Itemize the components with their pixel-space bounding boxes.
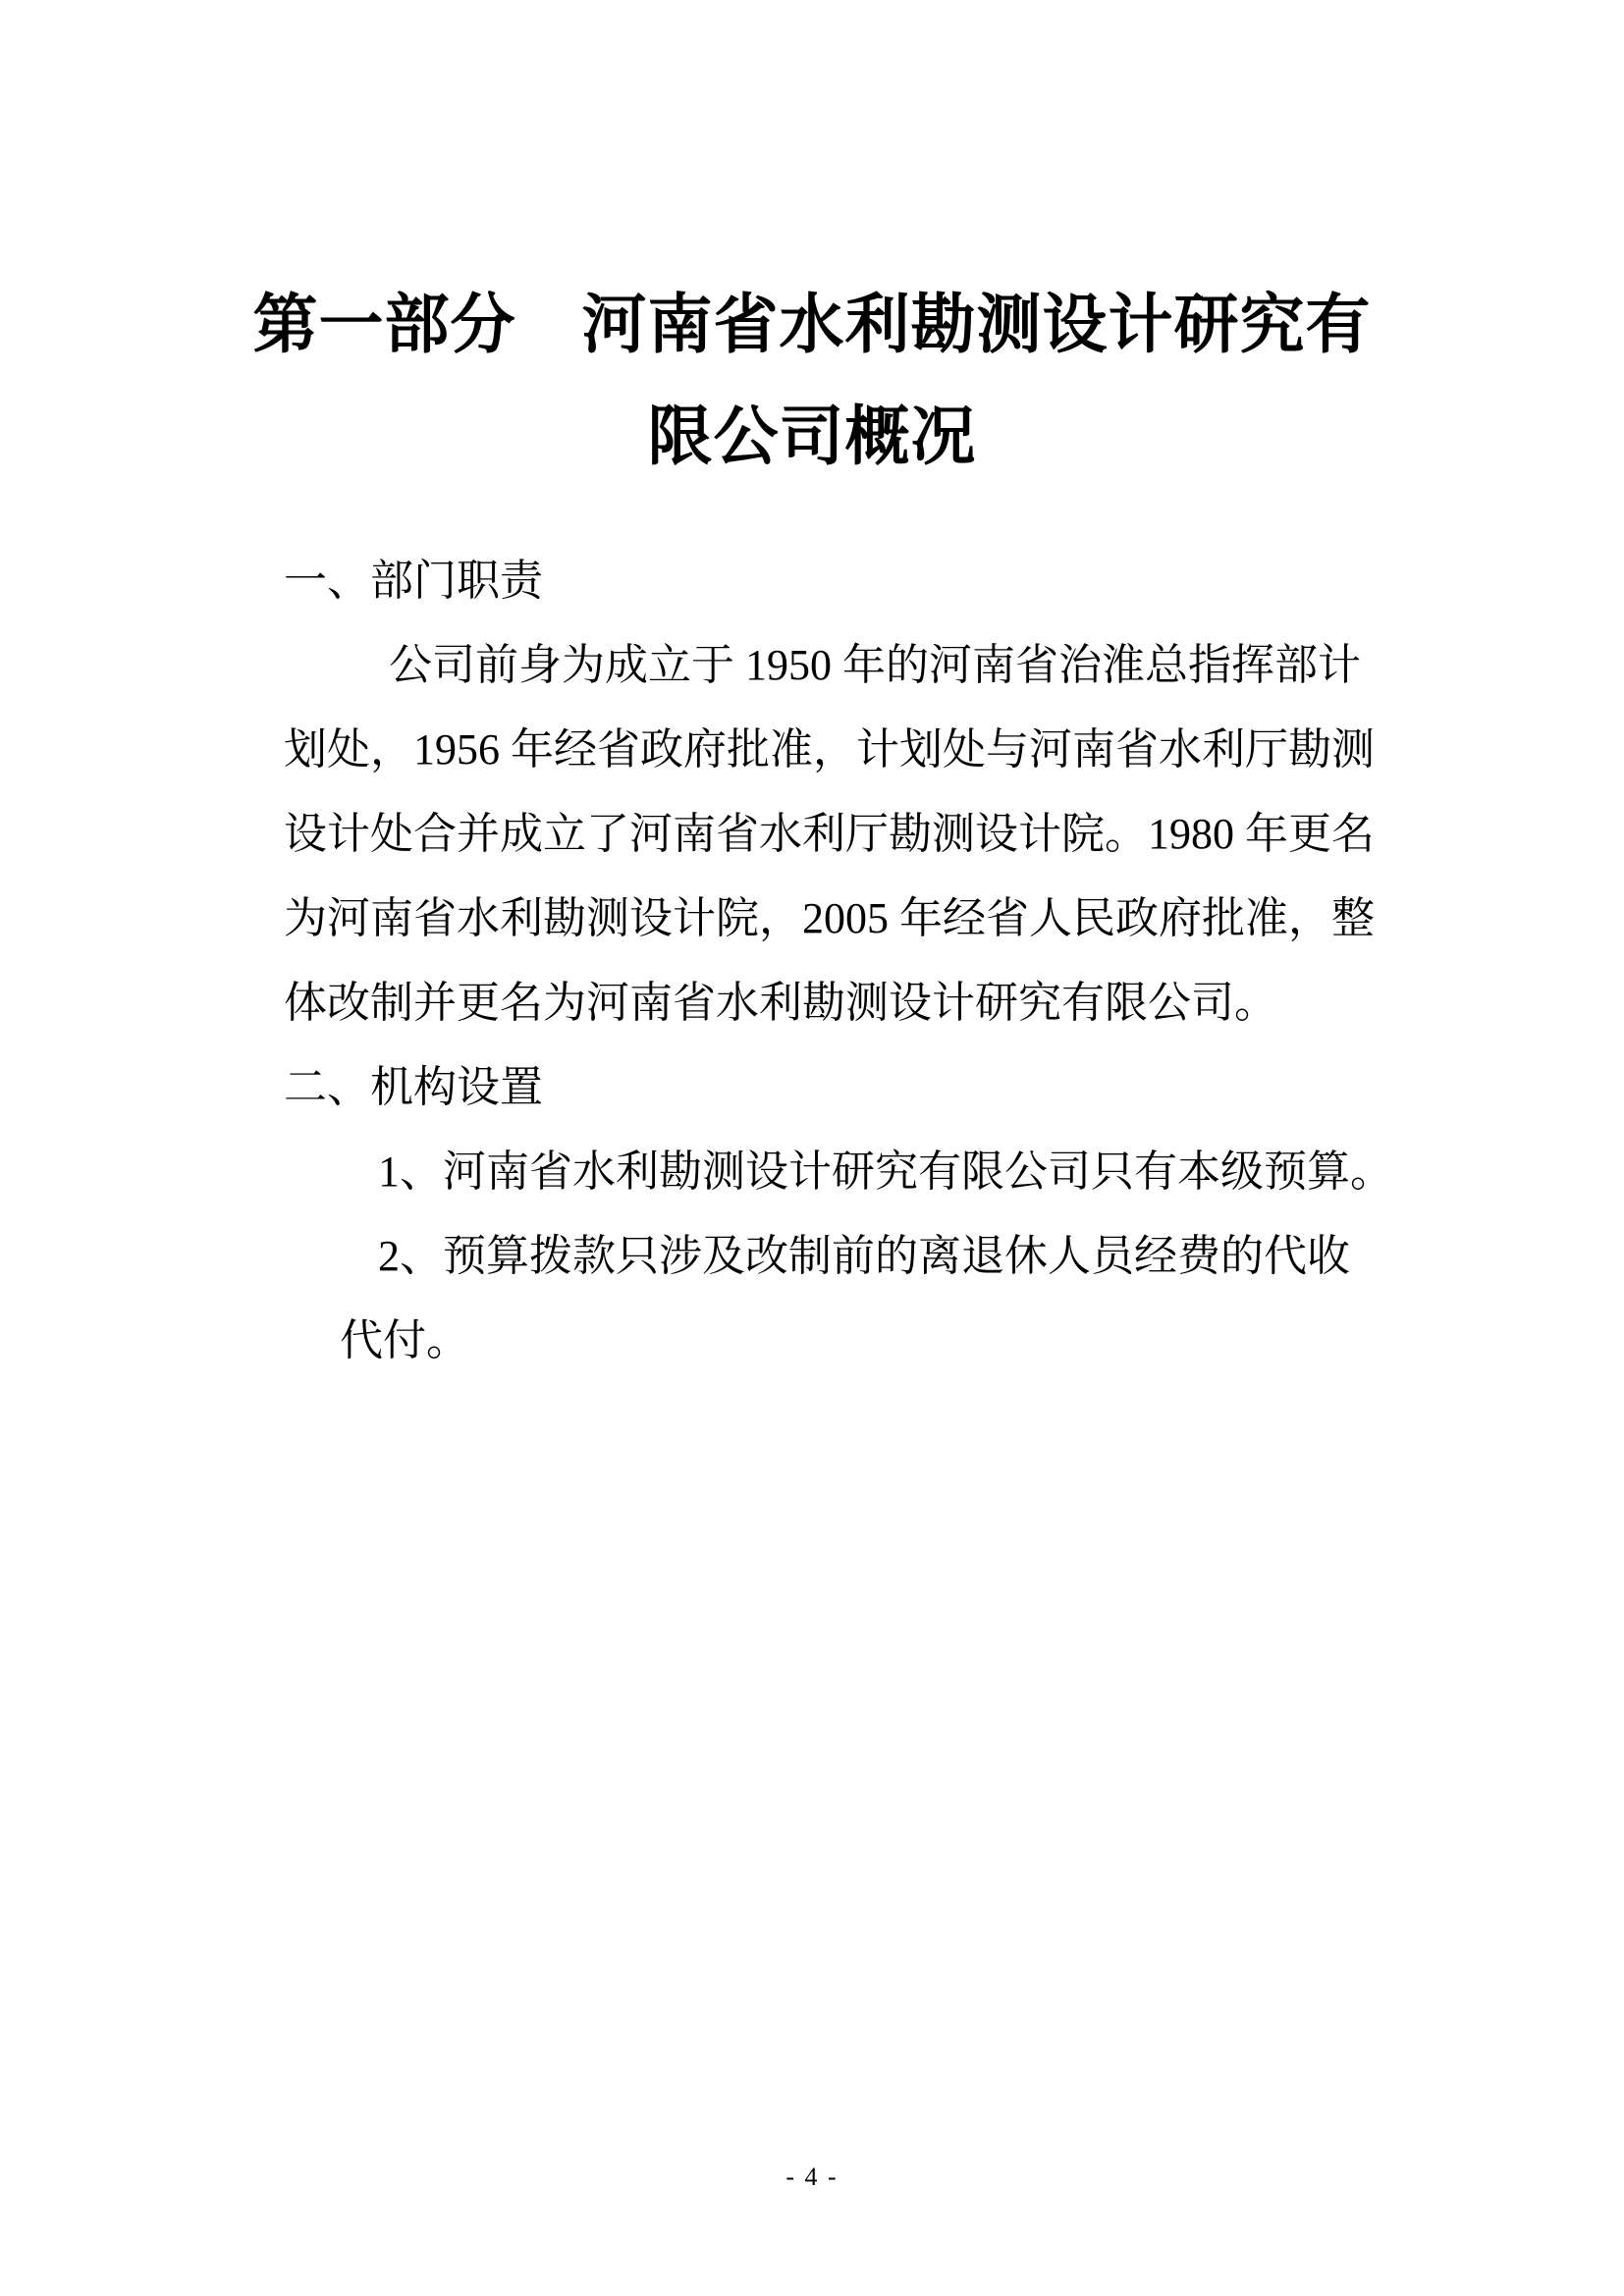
body-text-line: 公司前身为成立于 1950 年的河南省治淮总指挥部计 [389,641,1361,689]
page-number: - 4 - [785,2163,839,2191]
body-text-line: 设计处合并成立了河南省水利厅勘测设计院。1980 年更名 [284,810,1375,858]
document-title-line-2: 限公司概况 [647,400,977,472]
document-title-line-1: 第一部分 河南省水利勘测设计研究有 [252,288,1372,360]
body-text-line: 为河南省水利勘测设计院，2005 年经省人民政府批准，整 [284,894,1375,942]
body-text-line: 2、预算拨款只涉及改制前的离退休人员经费的代收 [378,1232,1350,1280]
section-heading: 二、机构设置 [284,1063,543,1111]
page-footer [0,2158,1624,2197]
body-text-line: 代付。 [340,1316,469,1364]
document-title [0,268,1624,492]
body-text-line: 1、河南省水利勘测设计研究有限公司只有本级预算。 [378,1148,1393,1196]
section-heading: 一、部门职责 [284,557,543,605]
document-body [284,539,1403,1383]
body-text-line: 体改制并更名为河南省水利勘测设计研究有限公司。 [284,979,1277,1027]
body-text-line: 划处，1956 年经省政府批准，计划处与河南省水利厅勘测 [284,725,1375,774]
